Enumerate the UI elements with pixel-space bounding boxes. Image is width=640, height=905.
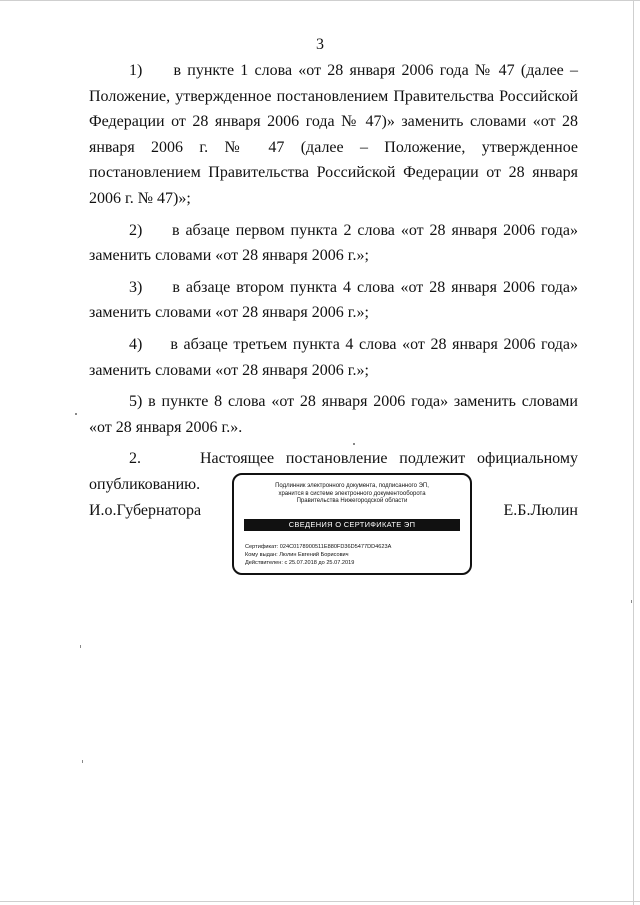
signatory-role: И.о.Губернатора	[89, 502, 202, 519]
validity-label: Действителен:	[245, 560, 283, 566]
page-number: 3	[316, 36, 324, 53]
scan-speck	[75, 413, 77, 415]
stamp-certificate-details	[245, 543, 391, 567]
item-5-paragraph: 5) в пункте 8 слова «от 28 января 2006 года» заменить словами «от 28 января 2006 г.».	[89, 393, 578, 436]
issued-to-row	[245, 551, 391, 559]
certificate-label: Сертификат:	[245, 544, 279, 550]
scan-edge-top	[0, 0, 640, 1]
scan-edge-bottom	[0, 901, 640, 902]
item-1-paragraph: 1) в пункте 1 слова «от 28 января 2006 года № 47 (далее – Положение, утвержденное постановлением Правительства Российской Федерации от 28 января 2006 года № 47)» заменить словами «от 28 января 2006 г. № 47 (далее – Положение, утвержденное постановлением Правительства Российской Федерации от 28 января 2006 г. № 47)»;	[89, 62, 578, 207]
scan-speck	[631, 600, 632, 603]
certificate-value: 024C0178900511E880FD36D5477DD4623A	[279, 544, 392, 550]
issued-to-label: Кому выдан:	[245, 552, 278, 558]
issued-to-value: Люлин Евгений Борисович	[279, 552, 349, 558]
publication-paragraph: 2. Настоящее постановление подлежит официальному опубликованию.	[89, 450, 578, 493]
scan-speck	[80, 645, 81, 648]
stamp-header	[234, 483, 470, 506]
stamp-header-line: хранится в системе электронного документооборота	[278, 490, 426, 497]
stamp-header-line: Подлинник электронного документа, подписанного ЭП,	[275, 483, 429, 489]
item-2-paragraph: 2) в абзаце первом пункта 2 слова «от 28 января 2006 года» заменить словами «от 28 января 2006 г.»;	[89, 221, 578, 265]
scan-edge-right	[633, 0, 634, 905]
validity-row	[245, 559, 391, 567]
certificate-row	[245, 543, 391, 551]
item-4-paragraph: 4) в абзаце третьем пункта 4 слова «от 28 января 2006 года» заменить словами «от 28 января 2006 г.»;	[89, 335, 578, 379]
validity-value: с 25.07.2018 до 25.07.2019	[284, 560, 355, 566]
document-body	[89, 58, 578, 498]
scan-speck	[353, 443, 355, 445]
signatory-name: Е.Б.Люлин	[503, 502, 578, 519]
stamp-title-bar: СВЕДЕНИЯ О СЕРТИФИКАТЕ ЭП	[244, 519, 460, 531]
stamp-header-line: Правительства Нижегородской области	[296, 498, 408, 505]
item-3-paragraph: 3) в абзаце втором пункта 4 слова «от 28 января 2006 года» заменить словами «от 28 января 2006 г.»;	[89, 278, 578, 322]
scan-speck	[82, 760, 83, 763]
electronic-signature-stamp	[232, 473, 472, 575]
